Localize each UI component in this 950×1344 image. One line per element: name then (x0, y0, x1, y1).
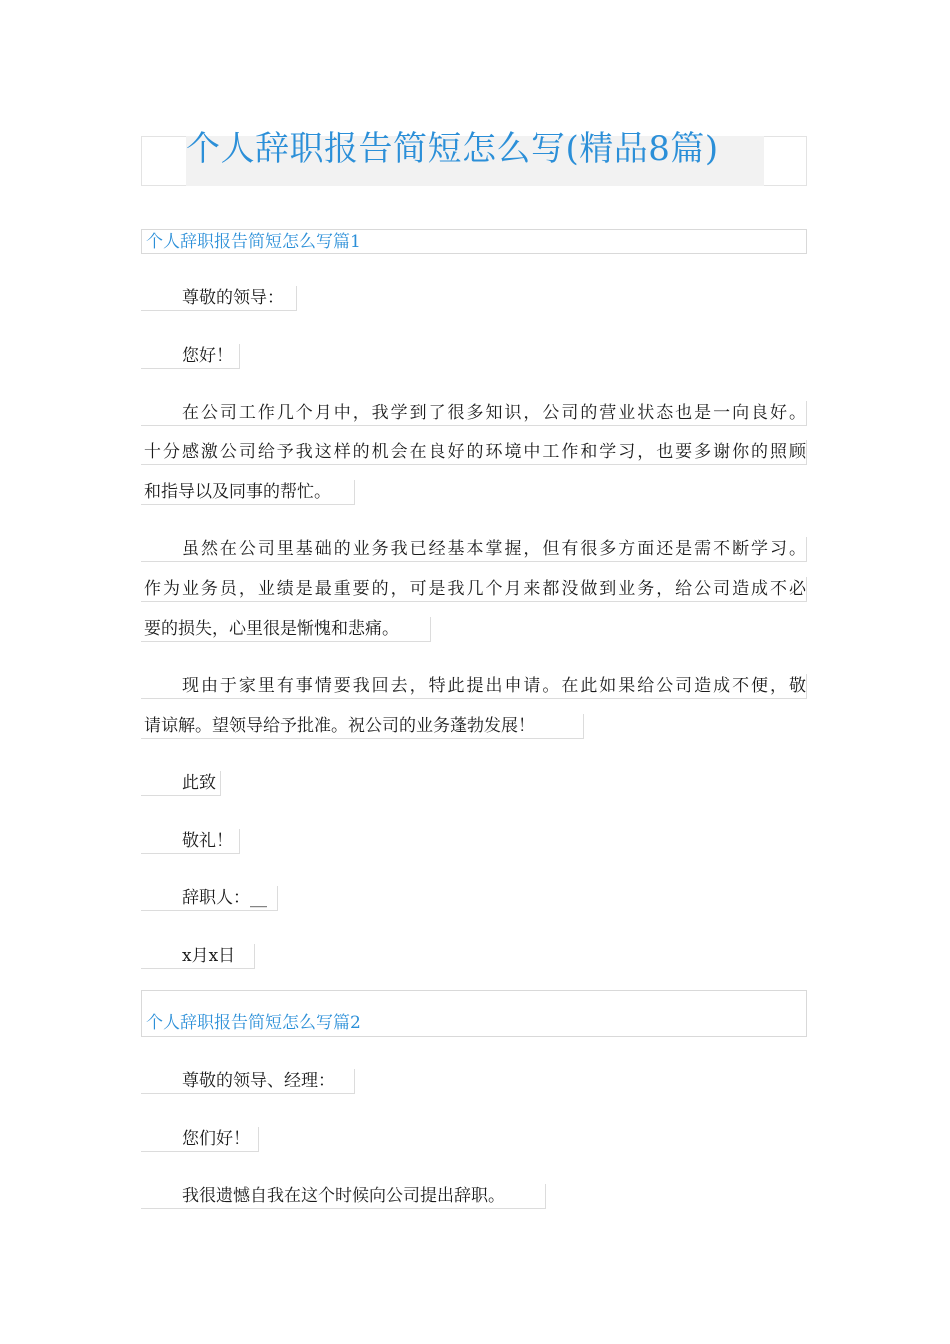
section-2-para1-line1: 我很遗憾自我在这个时候向公司提出辞职。 (141, 1184, 546, 1209)
section-1-heading: 个人辞职报告简短怎么写篇1 (141, 229, 807, 254)
section-1-date: x月x日 (141, 944, 255, 969)
section-2-heading: 个人辞职报告简短怎么写篇2 (141, 990, 807, 1037)
section-1-para2-line3: 要的损失，心里很是惭愧和悲痛。 (141, 617, 431, 642)
section-1-closing-jingli: 敬礼！ (141, 829, 240, 854)
section-1-para1-line3: 和指导以及同事的帮忙。 (141, 480, 355, 505)
document-title: 个人辞职报告简短怎么写(精品8篇) (186, 129, 719, 169)
section-1-signer: 辞职人：__ (141, 886, 278, 911)
section-1-greeting: 您好！ (141, 344, 240, 369)
section-1-salutation: 尊敬的领导： (141, 286, 297, 311)
section-1-para1-line1: 在公司工作几个月中，我学到了很多知识，公司的营业状态也是一向良好。 (141, 401, 807, 426)
section-1-para3-line2: 请谅解。望领导给予批准。祝公司的业务蓬勃发展！ (141, 714, 584, 739)
section-1-para1-line2: 十分感激公司给予我这样的机会在良好的环境中工作和学习，也要多谢你的照顾 (141, 440, 807, 465)
section-2-salutation: 尊敬的领导、经理： (141, 1069, 355, 1094)
section-1-para2-line2: 作为业务员，业绩是最重要的，可是我几个月来都没做到业务，给公司造成不必 (141, 577, 807, 602)
section-1-para2-line1: 虽然在公司里基础的业务我已经基本掌握，但有很多方面还是需不断学习。 (141, 537, 807, 562)
section-1-para3-line1: 现由于家里有事情要我回去，特此提出申请。在此如果给公司造成不便，敬 (141, 674, 807, 699)
section-2-greeting: 您们好！ (141, 1127, 259, 1152)
section-1-closing-cizhi: 此致 (141, 771, 221, 796)
